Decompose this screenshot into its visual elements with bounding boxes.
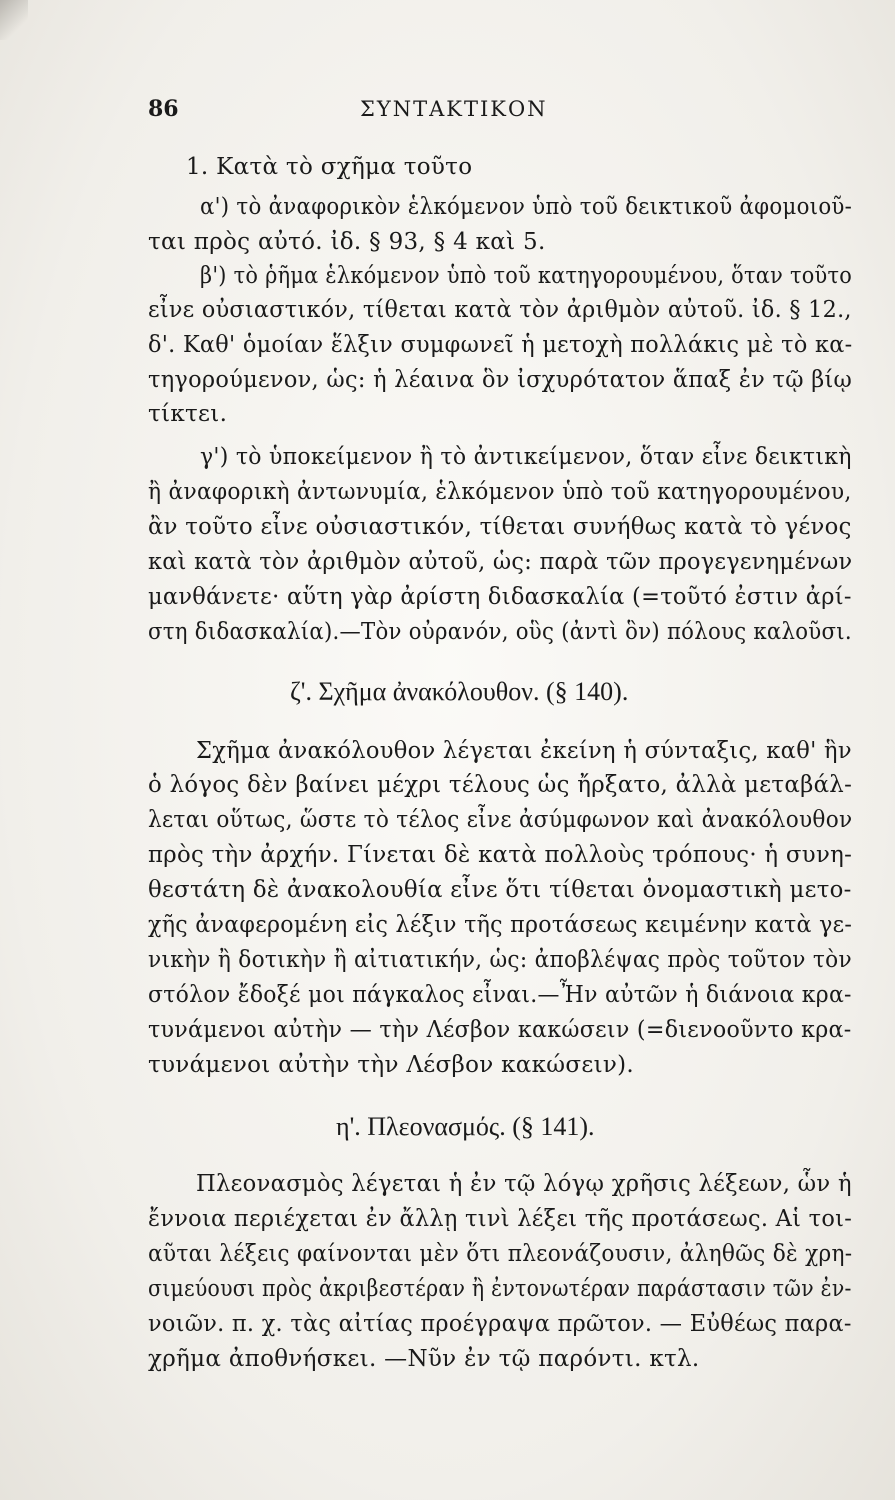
- text-line: ἢ ἀναφορικὴ ἀντωνυμία, ἑλκόμενον ὑπὸ τοῦ κατηγορουμένου,: [148, 479, 852, 505]
- text-line: καὶ κατὰ τὸν ἀριθμὸν αὐτοῦ, ὡς: παρὰ τῶν προγεγενημένων: [148, 549, 853, 575]
- text-line: στόλον ἔδοξέ μοι πάγκαλος εἶναι.—Ἦν αὐτῶν ἡ διάνοια κρα-: [148, 982, 852, 1008]
- text-line: ὁ λόγος δὲν βαίνει μέχρι τέλους ὡς ἤρξατο, ἀλλὰ μεταβάλ-: [148, 772, 853, 798]
- text-line: Πλεονασμὸς λέγεται ἡ ἐν τῷ λόγῳ χρῆσις λέξεων, ὧν ἡ: [196, 1171, 852, 1197]
- text-line: γ') τὸ ὑποκείμενον ἢ τὸ ἀντικείμενον, ὅταν εἶνε δεικτικὴ: [200, 444, 852, 470]
- text-line: χρῆμα ἀποθνήσκει. —Νῦν ἐν τῷ παρόντι. κτλ.: [148, 1346, 700, 1372]
- text-line: νικὴν ἢ δοτικὴν ἢ αἰτιατικήν, ὡς: ἀποβλέψας πρὸς τοῦτον τὸν: [148, 947, 852, 973]
- text-line: μανθάνετε· αὕτη γὰρ ἀρίστη διδασκαλία (=τοῦτό ἐστιν ἀρί-: [148, 584, 852, 610]
- text-line: τίκτει.: [148, 401, 228, 427]
- text-line: θεστάτη δὲ ἀνακολουθία εἶνε ὅτι τίθεται ὀνομαστικὴ μετο-: [148, 877, 852, 903]
- text-line: ἂν τοῦτο εἶνε οὐσιαστικόν, τίθεται συνήθως κατὰ τὸ γένος: [148, 514, 852, 540]
- text-line: β') τὸ ῥῆμα ἑλκόμενον ὑπὸ τοῦ κατηγορουμένου, ὅταν τοῦτο: [200, 263, 853, 289]
- section-heading-pleonasmos: η'. Πλεονασμός. (§ 141).: [336, 1112, 595, 1141]
- text-line: στη διδασκαλία).—Τὸν οὐρανόν, οὓς (ἀντὶ ὃν) πόλους καλοῦσι.: [148, 619, 852, 645]
- text-line: Σχῆμα ἀνακόλουθον λέγεται ἐκείνη ἡ σύνταξις, καθ' ἣν: [196, 738, 852, 764]
- text-line: πρὸς τὴν ἀρχήν. Γίνεται δὲ κατὰ πολλοὺς τρόπους· ἡ συνη-: [148, 842, 853, 868]
- text-line: τηγορούμενον, ὡς: ἡ λέαινα ὃν ἰσχυρότατον ἅπαξ ἐν τῷ βίῳ: [148, 367, 853, 393]
- text-line: τυνάμενοι αὐτὴν — τὴν Λέσβον κακώσειν (=διενοοῦντο κρα-: [148, 1017, 852, 1043]
- running-head: ΣΥΝΤΑΚΤΙΚΟΝ: [360, 97, 548, 121]
- text-line: α') τὸ ἀναφορικὸν ἑλκόμενον ὑπὸ τοῦ δεικτικοῦ ἀφομοιοῦ-: [200, 194, 853, 220]
- text-line: λεται οὕτως, ὥστε τὸ τέλος εἶνε ἀσύμφωνον καὶ ἀνακόλουθον: [148, 807, 853, 833]
- text-line: νοιῶν. π. χ. τὰς αἰτίας προέγραψα πρῶτον. — Εὐθέως παρα-: [148, 1311, 852, 1337]
- text-line: σιμεύουσι πρὸς ἀκριβεστέραν ἢ ἐντονωτέραν παράστασιν τῶν ἐν-: [148, 1276, 852, 1302]
- text-line: τυνάμενοι αὐτὴν τὴν Λέσβον κακώσειν).: [148, 1052, 635, 1078]
- text-line: δ'. Καθ' ὁμοίαν ἕλξιν συμφωνεῖ ἡ μετοχὴ πολλάκις μὲ τὸ κα-: [148, 332, 853, 358]
- text-line: αῦται λέξεις φαίνονται μὲν ὅτι πλεονάζουσιν, ἀληθῶς δὲ χρη-: [148, 1241, 853, 1267]
- text-line: εἶνε οὐσιαστικόν, τίθεται κατὰ τὸν ἀριθμὸν αὐτοῦ. ἰδ. § 12.,: [148, 297, 852, 323]
- section-heading-anakolouthon: ζ'. Σχῆμα ἀνακόλουθον. (§ 140).: [290, 677, 629, 706]
- text-line: 1. Κατὰ τὸ σχῆμα τοῦτο: [186, 154, 473, 180]
- text-line: ἔννοια περιέχεται ἐν ἄλλῃ τινὶ λέξει τῆς προτάσεως. Αἱ τοι-: [148, 1206, 853, 1232]
- text-line: χῆς ἀναφερομένη εἰς λέξιν τῆς προτάσεως κειμένην κατὰ γε-: [148, 912, 853, 938]
- page-number: 86: [148, 96, 179, 122]
- text-line: ται πρὸς αὐτό. ἰδ. § 93, § 4 καὶ 5.: [148, 229, 546, 255]
